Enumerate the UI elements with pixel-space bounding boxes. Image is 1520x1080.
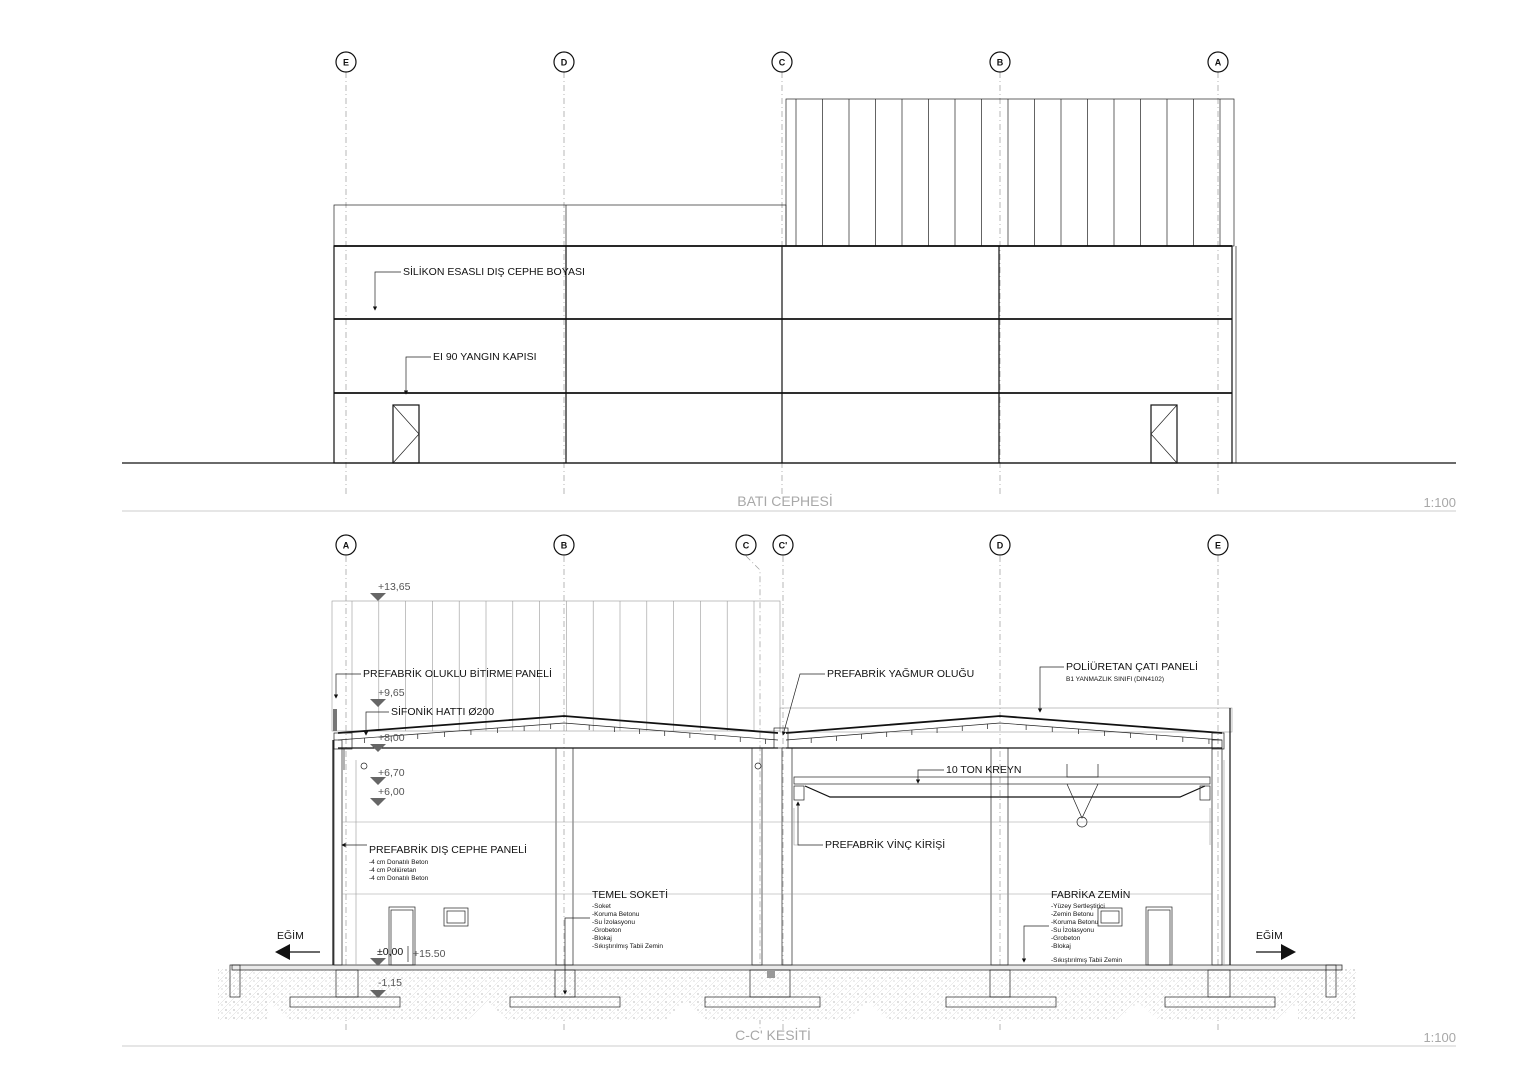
annotation-facade-panel <box>342 843 527 882</box>
slope-arrow-right <box>1256 929 1296 960</box>
section-axis-bubble-a <box>336 535 356 555</box>
elevation-scale: 1:100 <box>1423 495 1456 510</box>
elevation-axis-bubble-c <box>772 52 792 72</box>
slope-arrow-left <box>275 929 320 960</box>
svg-text:-Su İzolasyonu: -Su İzolasyonu <box>1051 927 1094 934</box>
section-scale: 1:100 <box>1423 1030 1456 1045</box>
svg-text:+8,00: +8,00 <box>378 732 405 744</box>
section-axis-bubble-e <box>1208 535 1228 555</box>
svg-text:-4 cm Donatılı Beton: -4 cm Donatılı Beton <box>369 859 429 866</box>
svg-text:10 TON KREYN: 10 TON KREYN <box>946 764 1022 776</box>
svg-text:A: A <box>1214 57 1222 68</box>
svg-text:-4 cm Poliüretan: -4 cm Poliüretan <box>369 867 417 874</box>
section-axis-bubble-c-prime <box>773 535 793 555</box>
svg-text:B1 YANMAZLIK SINIFI (DIN4102): B1 YANMAZLIK SINIFI (DIN4102) <box>1066 676 1165 683</box>
svg-text:-Grobeton: -Grobeton <box>1051 935 1081 942</box>
svg-text:PREFABRİK VİNÇ KİRİŞİ: PREFABRİK VİNÇ KİRİŞİ <box>825 839 946 851</box>
columns <box>333 708 1230 965</box>
fire-door-right <box>1151 405 1177 463</box>
svg-text:-Blokaj: -Blokaj <box>592 935 612 942</box>
svg-text:-Koruma Betonu: -Koruma Betonu <box>592 911 640 918</box>
svg-text:TEMEL SOKETİ: TEMEL SOKETİ <box>592 889 669 901</box>
annotation-roof-panel <box>1040 660 1198 712</box>
section-axis-bubble-d <box>990 535 1010 555</box>
svg-text:-Soket: -Soket <box>592 903 611 910</box>
level-0-00 <box>370 946 446 966</box>
level-6-70 <box>370 767 405 785</box>
paint-annotation <box>375 265 585 310</box>
elevation-axis-bubble-e <box>336 52 356 72</box>
svg-text:+13,65: +13,65 <box>378 581 411 593</box>
level-6-00 <box>370 786 405 806</box>
level-9-65 <box>370 687 405 707</box>
low-block-parapet <box>334 205 786 246</box>
svg-text:FABRİKA ZEMİN: FABRİKA ZEMİN <box>1051 889 1131 901</box>
level-8-00 <box>370 732 405 752</box>
svg-text:EI 90 YANGIN KAPISI: EI 90 YANGIN KAPISI <box>433 351 537 363</box>
elevation-axis-bubble-a <box>1208 52 1228 72</box>
svg-text:A: A <box>342 540 350 551</box>
svg-text:SİLİKON ESASLI DIŞ CEPHE BOYAS: SİLİKON ESASLI DIŞ CEPHE BOYASI <box>403 266 585 278</box>
svg-text:+9,65: +9,65 <box>378 687 405 699</box>
section-axis-bubble-c <box>736 535 756 555</box>
level-13-65 <box>370 581 411 601</box>
svg-text:-Grobeton: -Grobeton <box>592 927 622 934</box>
svg-text:-Zemin Betonu: -Zemin Betonu <box>1051 911 1094 918</box>
svg-text:D: D <box>996 540 1004 551</box>
svg-text:E: E <box>342 57 350 68</box>
section-cc <box>122 535 1456 1046</box>
svg-text:-Sıkıştırılmış Tabii Zemin: -Sıkıştırılmış Tabii Zemin <box>1051 957 1123 964</box>
roof-girders <box>334 716 1224 770</box>
west-elevation <box>122 52 1456 511</box>
svg-text:-Koruma Betonu: -Koruma Betonu <box>1051 919 1099 926</box>
fire-door-left <box>393 405 419 463</box>
svg-text:SİFONİK HATTI Ø200: SİFONİK HATTI Ø200 <box>391 706 495 718</box>
svg-text:PREFABRİK OLUKLU BİTİRME PANEL: PREFABRİK OLUKLU BİTİRME PANELİ <box>363 668 552 680</box>
elevation-title: BATI CEPHESİ <box>737 493 833 509</box>
svg-text:-Su İzolasyonu: -Su İzolasyonu <box>592 919 635 926</box>
svg-text:PREFABRİK DIŞ CEPHE PANELİ: PREFABRİK DIŞ CEPHE PANELİ <box>369 844 527 856</box>
svg-text:EĞİM: EĞİM <box>1256 930 1283 942</box>
fire-door-annotation <box>406 351 537 394</box>
ground-slab <box>232 965 1342 970</box>
svg-text:+15.50: +15.50 <box>413 948 446 960</box>
svg-text:C: C <box>778 57 786 68</box>
level-markers <box>370 581 446 998</box>
svg-text:C': C' <box>778 540 788 551</box>
svg-text:POLİÜRETAN ÇATI PANELİ: POLİÜRETAN ÇATI PANELİ <box>1066 661 1198 673</box>
annotation-crane-beam <box>798 802 945 851</box>
svg-text:E: E <box>1214 540 1222 551</box>
svg-text:+6,70: +6,70 <box>378 767 405 779</box>
svg-text:-4 cm Donatılı Beton: -4 cm Donatılı Beton <box>369 875 429 882</box>
svg-text:B: B <box>560 540 568 551</box>
svg-text:-Sıkıştırılmış Tabii Zemin: -Sıkıştırılmış Tabii Zemin <box>592 943 664 950</box>
svg-text:-1,15: -1,15 <box>378 977 402 989</box>
annotation-crane <box>918 764 1021 783</box>
section-axis-bubble-b <box>554 535 574 555</box>
svg-text:-Yüzey Sertleştirici: -Yüzey Sertleştirici <box>1051 903 1105 910</box>
svg-text:PREFABRİK YAĞMUR OLUĞU: PREFABRİK YAĞMUR OLUĞU <box>827 668 975 680</box>
elevation-axis-bubble-b <box>990 52 1010 72</box>
elevation-axis-bubble-d <box>554 52 574 72</box>
high-block-cladding <box>786 99 1234 246</box>
section-title: C-C' KESİTİ <box>735 1027 811 1043</box>
svg-text:B: B <box>996 57 1004 68</box>
svg-text:-Blokaj: -Blokaj <box>1051 943 1071 950</box>
svg-text:EĞİM: EĞİM <box>277 930 304 942</box>
svg-text:C: C <box>742 540 750 551</box>
annotation-siphonic <box>366 705 494 735</box>
svg-text:+6,00: +6,00 <box>378 786 405 798</box>
svg-text:D: D <box>560 57 568 68</box>
svg-text:±0,00: ±0,00 <box>377 946 404 958</box>
crane <box>794 764 1210 845</box>
